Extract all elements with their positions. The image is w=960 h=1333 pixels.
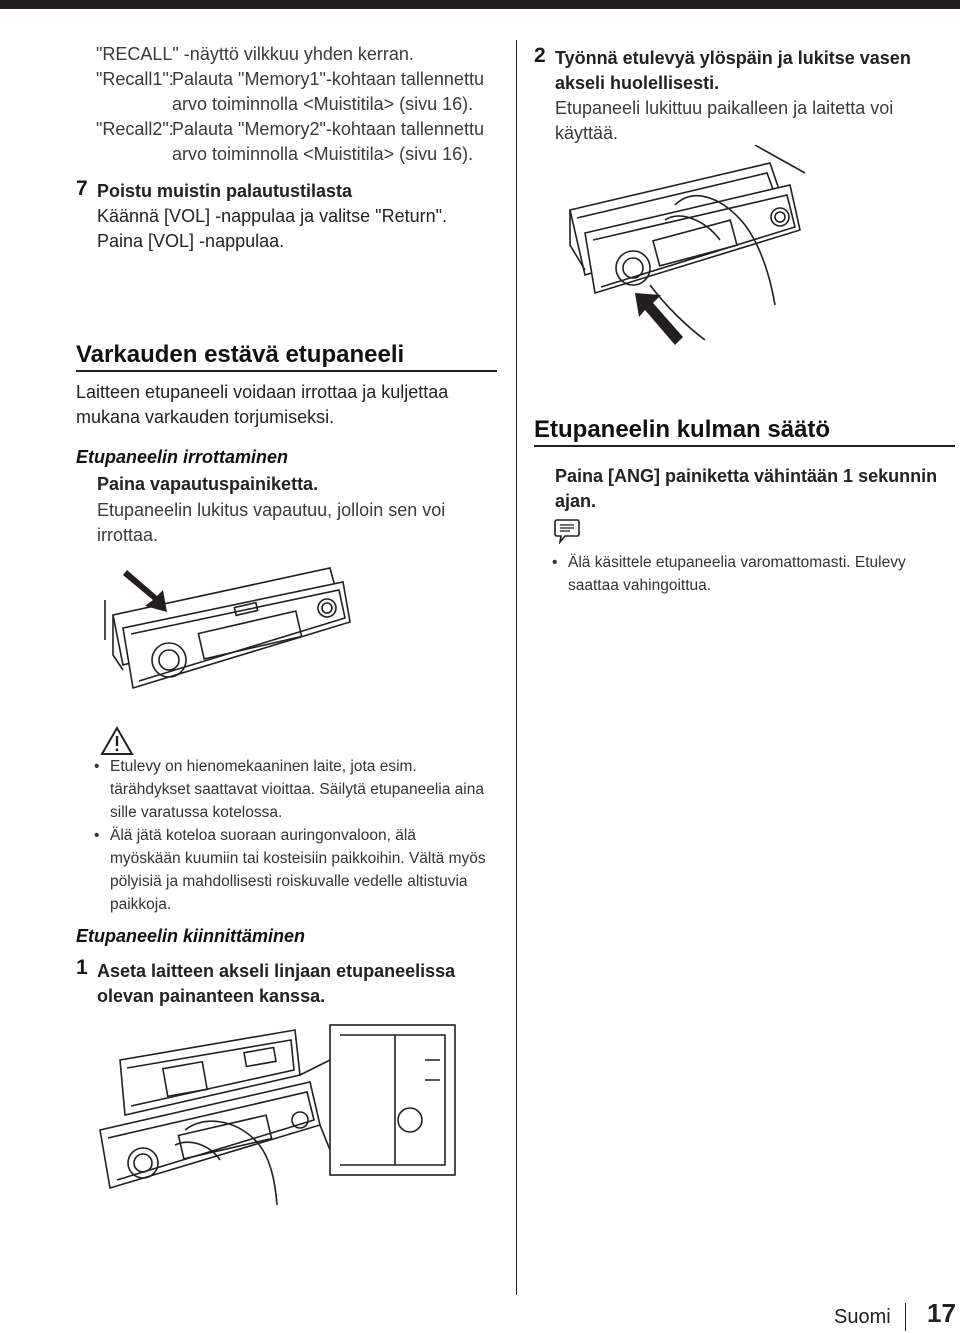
- attach-step-a: Aseta laitteen akseli linjaan etupaneelissa: [97, 961, 456, 981]
- caution-item-2-line: Älä jätä koteloa suoraan auringonvaloon, älä: [110, 827, 416, 844]
- attach-panel-illustration: [95, 1020, 465, 1220]
- caution-item-2-line: pölyisiä ja mahdollisesti roiskuvalle vedelle altistuvia: [110, 873, 468, 890]
- caution-item-2-line: myöskään kuumiin tai kosteisiin paikkoihin. Vältä myös: [110, 850, 486, 867]
- note-speech-bubble-icon: [553, 518, 581, 544]
- release-button-illustration: [95, 560, 355, 710]
- angle-step-b: ajan.: [555, 491, 597, 511]
- column-divider: [516, 40, 517, 1295]
- top-bar: [0, 0, 960, 9]
- angle-note: [552, 551, 952, 597]
- angle-step-a: Paina [ANG] painiketta vähintään 1 sekunnin: [555, 466, 938, 486]
- caution-item-2-line: paikkoja.: [110, 896, 172, 913]
- bullet: •: [94, 827, 100, 844]
- recall2-key: "Recall2":: [96, 119, 174, 139]
- panel-lock-illustration: [555, 145, 815, 355]
- caution-item-1-line: tärähdykset saattavat vioittaa. Säilytä etupaneelia aina: [110, 781, 484, 798]
- recall2-text-b: arvo toiminnolla <Muistitila> (sivu 16).: [172, 144, 474, 164]
- step-7-title: Poistu muistin palautustilasta: [97, 181, 353, 201]
- angle-heading-rule: [534, 445, 955, 447]
- detach-body-b: irrottaa.: [97, 525, 159, 545]
- footer-separator: [905, 1303, 906, 1331]
- detach-body-a: Etupaneelin lukitus vapautuu, jolloin sen voi: [97, 500, 446, 520]
- anti-theft-heading-rule: [76, 370, 497, 372]
- step-2-title-b: akseli huolellisesti.: [555, 73, 720, 93]
- attach-step-b: olevan painanteen kanssa.: [97, 986, 326, 1006]
- caution-item-2: [94, 824, 504, 916]
- step-7-number: 7: [76, 177, 88, 200]
- detach-heading: Etupaneelin irrottaminen: [76, 447, 289, 467]
- caution-item-1-line: Etulevy on hienomekaaninen laite, jota esim.: [110, 758, 417, 775]
- angle-note-line: Älä käsittele etupaneelia varomattomasti. Etulevy: [568, 554, 906, 571]
- page-number: 17: [927, 1298, 956, 1328]
- recall-line: "RECALL" -näyttö vilkkuu yhden kerran.: [96, 44, 414, 64]
- anti-theft-intro-a: Laitteen etupaneeli voidaan irrottaa ja kuljettaa: [76, 382, 449, 402]
- caution-item-1-line: sille varatussa kotelossa.: [110, 804, 283, 821]
- attach-heading: Etupaneelin kiinnittäminen: [76, 926, 306, 946]
- angle-note-item: [552, 551, 952, 597]
- anti-theft-intro-b: mukana varkauden torjumiseksi.: [76, 407, 335, 427]
- anti-theft-heading: Varkauden estävä etupaneeli: [76, 341, 405, 368]
- warning-triangle-icon: [100, 726, 134, 756]
- step-2-body-a: Etupaneeli lukittuu paikalleen ja laitetta voi: [555, 98, 894, 118]
- step-2-number: 2: [534, 44, 546, 67]
- bullet: •: [552, 554, 558, 571]
- step-7-line-1: Käännä [VOL] -nappulaa ja valitse "Return".: [97, 206, 447, 226]
- angle-note-line: saattaa vahingoittua.: [568, 577, 712, 594]
- step-2-body-b: käyttää.: [555, 123, 619, 143]
- recall1-text-b: arvo toiminnolla <Muistitila> (sivu 16).: [172, 94, 474, 114]
- recall1-text-a: Palauta "Memory1"-kohtaan tallennettu: [172, 69, 484, 89]
- bullet: •: [94, 758, 100, 775]
- angle-heading: Etupaneelin kulman säätö: [534, 416, 831, 443]
- recall2-text-a: Palauta "Memory2"-kohtaan tallennettu: [172, 119, 484, 139]
- step-2-title-a: Työnnä etulevyä ylöspäin ja lukitse vasen: [555, 48, 911, 68]
- detach-step: Paina vapautuspainiketta.: [97, 474, 319, 494]
- caution-list: [94, 755, 504, 916]
- caution-item-1: [94, 755, 504, 824]
- step-7-line-2: Paina [VOL] -nappulaa.: [97, 231, 285, 251]
- attach-step-number: 1: [76, 956, 88, 979]
- recall1-key: "Recall1":: [96, 69, 174, 89]
- footer-language: Suomi: [834, 1306, 891, 1328]
